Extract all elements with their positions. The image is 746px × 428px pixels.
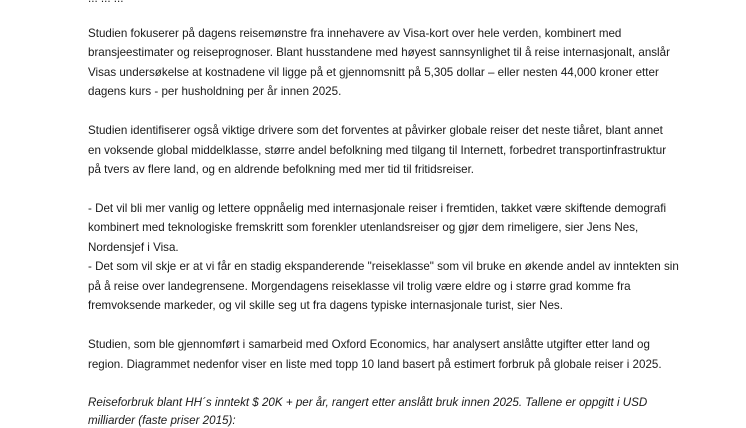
quote-line: - Det som vil skje er at vi får en stadig ekspanderende "reiseklasse" som vil bruke en økende andel av inntekten sin (88, 260, 679, 273)
paragraph-line: dagens kurs - per husholdning per år innen 2025. (88, 85, 342, 98)
quote-line: på å reise over landegrensene. Morgendagens reiseklasse vil trolig være eldre og i større grad komme fra (88, 280, 631, 293)
paragraph-line: Studien identifiserer også viktige drivere som det forventes at påvirker globale reiser det neste tiåret, blant annet (88, 124, 663, 137)
paragraph-line: region. Diagrammet nedenfor viser en liste med topp 10 land basert på estimert forbruk på globale reiser i 2025. (88, 358, 662, 371)
paragraph-line: Studien fokuserer på dagens reisemønstre fra innehavere av Visa-kort over hele verden, kombinert med (88, 27, 622, 40)
quote-line: kombinert med teknologiske fremskritt som forenkler utenlandsreiser og gjør dem rimeligere, sier Jens Nes, (88, 221, 639, 234)
caption-line: milliarder (faste priser 2015): (88, 414, 236, 427)
caption-line: Reiseforbruk blant HH´s inntekt $ 20K + per år, rangert etter anslått bruk innen 2025. Tallene er oppgitt i USD (88, 396, 648, 409)
quote-line: Nordensjef i Visa. (88, 241, 179, 254)
top-cut-text (88, 0, 123, 6)
quote-line: - Det vil bli mer vanlig og lettere oppnåelig med internasjonale reiser i fremtiden, takket være skiftende demografi (88, 202, 667, 215)
paragraph-line: Visas undersøkelse at kostnadene vil ligge på et gjennomsnitt på 5,305 dollar – eller nesten 44,000 kroner etter (88, 66, 659, 79)
paragraph-line: bransjeestimater og reiseprognoser. Blant husstandene med høyest sannsynlighet til å reise internasjonalt, anslår (88, 46, 670, 59)
paragraph-line: på tvers av flere land, og en aldrende befolkning med mer tid til fritidsreiser. (88, 163, 475, 176)
paragraph-line: en voksende global middelklasse, større andel befolkning med tilgang til Internett, forbedret transportinfrastruktur (88, 144, 667, 157)
paragraph-line: Studien, som ble gjennomført i samarbeid med Oxford Economics, har analysert anslåtte utgifter etter land og (88, 338, 650, 351)
quote-line: fremvoksende markeder, og vil skille seg ut fra dagens typiske internasjonale turist, sier Nes. (88, 299, 563, 312)
